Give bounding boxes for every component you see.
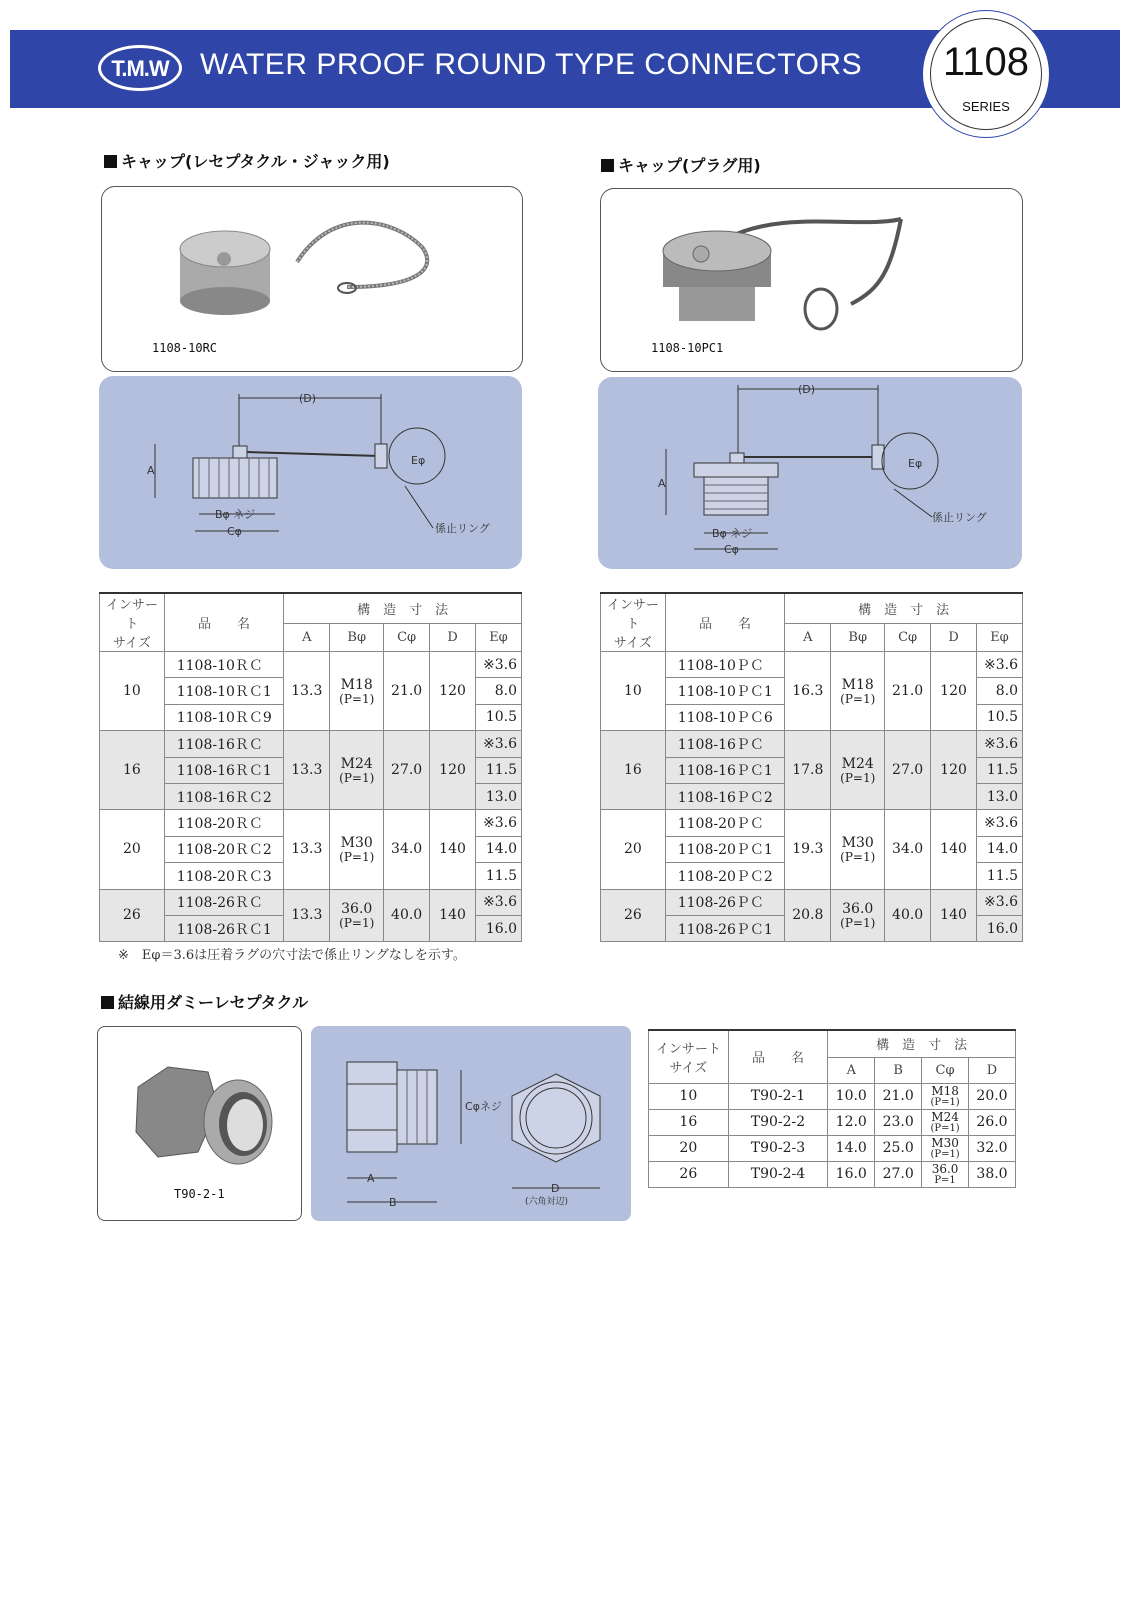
dim-d-cell: 140 (931, 889, 977, 942)
dim-d-cell: 38.0 (969, 1161, 1016, 1187)
section-heading-dummy-receptacle (101, 990, 308, 1013)
ring-label: 係止リング (435, 522, 490, 535)
part-name-cell: 1108-20ＲＣ3 (164, 863, 284, 889)
dim-c-cell: 21.0 (885, 652, 931, 731)
part-name-cell: 1108-10ＰＣ6 (665, 704, 785, 730)
table-row (649, 1109, 1016, 1135)
part-name-cell: 1108-10ＰＣ1 (665, 678, 785, 704)
dim-d-label: (D) (798, 383, 816, 396)
dim-b-cell: 23.0 (875, 1109, 922, 1135)
heading-text: キャップ(レセプタクル・ジャック用) (121, 152, 390, 171)
dim-b-cell (330, 731, 384, 810)
part-name-cell: 1108-16ＲＣ1 (164, 757, 284, 783)
dim-d-cell: 26.0 (969, 1109, 1016, 1135)
dummy-receptacle-spec-table (648, 1029, 1016, 1188)
header-insert-line2: サイズ (669, 1060, 708, 1076)
thread-size: M30 (841, 834, 874, 851)
square-bullet-icon (104, 155, 117, 168)
thread-pitch: (P=1) (930, 1096, 960, 1108)
dim-e-cell: 11.5 (976, 863, 1022, 889)
thread-size: M30 (340, 834, 373, 851)
section-heading-plug-cap (601, 153, 761, 176)
thread-pitch: (P=1) (840, 691, 876, 706)
diagram-plug-cap (598, 377, 1022, 569)
dim-b-cell (831, 731, 885, 810)
dim-e-cell: ※3.6 (976, 652, 1022, 678)
col-part-name: 品 名 (728, 1030, 828, 1083)
thread-size: M18 (340, 676, 373, 693)
insert-size-cell: 20 (649, 1135, 729, 1161)
col-part-name: 品 名 (665, 593, 785, 652)
dim-c-cell: 27.0 (885, 731, 931, 810)
part-name-cell: 1108-16ＰＣ (665, 731, 785, 757)
dim-c-cell (922, 1135, 969, 1161)
part-name-cell: 1108-20ＰＣ2 (665, 863, 785, 889)
part-name-cell: T90-2-3 (728, 1135, 828, 1161)
insert-size-cell: 26 (100, 889, 165, 942)
tmw-logo (98, 45, 182, 91)
thread-pitch: (P=1) (840, 849, 876, 864)
header-insert-line2: サイズ (613, 636, 652, 651)
insert-size-cell: 16 (649, 1109, 729, 1135)
thread-pitch: (P=1) (339, 770, 375, 785)
dim-a-cell: 14.0 (828, 1135, 875, 1161)
dim-b-cell: 21.0 (875, 1083, 922, 1109)
dim-c-cell: 34.0 (885, 810, 931, 889)
part-name-cell: 1108-26ＰＣ1 (665, 915, 785, 941)
dim-b-cell: 27.0 (875, 1161, 922, 1187)
thread-pitch: (P=1) (339, 915, 375, 930)
dim-c-cell (922, 1161, 969, 1187)
thread-size: M30 (931, 1135, 959, 1150)
col-dimensions: 構 造 寸 法 (785, 593, 1023, 623)
part-name-cell: 1108-20ＲＣ2 (164, 836, 284, 862)
col-d: D (969, 1057, 1016, 1083)
thread-pitch: P=1 (934, 1174, 956, 1186)
dim-a-cell: 13.3 (284, 810, 330, 889)
dim-a-cell: 13.3 (284, 652, 330, 731)
dim-b-cell: 25.0 (875, 1135, 922, 1161)
thread-size: 36.0 (931, 1161, 959, 1176)
thread-size: M24 (841, 755, 874, 772)
dim-c-cell: 34.0 (384, 810, 430, 889)
part-name-cell: 1108-10ＲＣ (164, 652, 284, 678)
dim-e-cell: 14.0 (976, 836, 1022, 862)
dim-b-cell (831, 810, 885, 889)
ring-label: 係止リング (932, 511, 987, 524)
table-row (649, 1135, 1016, 1161)
insert-size-cell: 16 (601, 731, 666, 810)
table-row (601, 731, 1023, 757)
dim-c-cell: 40.0 (885, 889, 931, 942)
dim-c-cell: 21.0 (384, 652, 430, 731)
part-name-cell: 1108-16ＲＣ2 (164, 783, 284, 809)
dim-e-cell: 11.5 (475, 863, 521, 889)
insert-size-cell: 16 (100, 731, 165, 810)
dim-e-cell: ※3.6 (475, 810, 521, 836)
dim-c-label: Cφ (724, 543, 739, 556)
dim-a-cell: 17.8 (785, 731, 831, 810)
col-a: A (828, 1057, 875, 1083)
insert-size-cell: 26 (601, 889, 666, 942)
logo-text: T.M.W (111, 56, 169, 81)
insert-size-cell: 10 (601, 652, 666, 731)
thread-pitch: (P=1) (339, 849, 375, 864)
part-name-cell: 1108-26ＰＣ (665, 889, 785, 915)
table-row (649, 1161, 1016, 1187)
dim-a-cell: 16.0 (828, 1161, 875, 1187)
dim-b-label: Bφ ネジ (215, 508, 256, 521)
header-insert-line1: インサート (606, 598, 659, 632)
thread-size: M18 (841, 676, 874, 693)
series-label: SERIES (962, 99, 1010, 114)
dim-a-cell: 12.0 (828, 1109, 875, 1135)
dim-e-label: Eφ (411, 454, 426, 467)
dim-b-cell (330, 810, 384, 889)
col-c: Cφ (922, 1057, 969, 1083)
dim-e-label: Eφ (908, 457, 923, 470)
dim-d-cell: 32.0 (969, 1135, 1016, 1161)
dim-c-cell: 40.0 (384, 889, 430, 942)
col-part-name: 品 名 (164, 593, 284, 652)
dim-a-cell: 13.3 (284, 731, 330, 810)
dim-a-label: A (147, 464, 155, 477)
dim-a-label: A (658, 477, 666, 490)
col-c: Cφ (885, 623, 931, 651)
footnote: ※ Eφ＝3.6は圧着ラグの穴寸法で係止リングなしを示す。 (118, 948, 466, 963)
part-name-cell: 1108-10ＰＣ (665, 652, 785, 678)
dim-e-cell: 16.0 (475, 915, 521, 941)
part-name-cell: T90-2-1 (728, 1083, 828, 1109)
dim-c-cell (922, 1109, 969, 1135)
thread-pitch: (P=1) (930, 1122, 960, 1134)
dim-e-cell: 14.0 (475, 836, 521, 862)
col-d: D (430, 623, 476, 651)
photo-label: T90-2-1 (174, 1187, 225, 1201)
dim-e-cell: ※3.6 (475, 652, 521, 678)
dim-c-cell (922, 1083, 969, 1109)
dim-a-cell: 10.0 (828, 1083, 875, 1109)
dim-b-cell (831, 652, 885, 731)
part-name-cell: T90-2-2 (728, 1109, 828, 1135)
dimension-drawing (598, 377, 1022, 569)
thread-size: 36.0 (341, 900, 373, 917)
dim-d-cell: 20.0 (969, 1083, 1016, 1109)
dim-d-label: (D) (299, 392, 317, 405)
col-insert-size (649, 1030, 729, 1083)
part-name-cell: 1108-16ＲＣ (164, 731, 284, 757)
dim-b-cell (330, 652, 384, 731)
diagram-dummy-receptacle (311, 1026, 631, 1221)
thread-pitch: (P=1) (339, 691, 375, 706)
col-a: A (785, 623, 831, 651)
insert-size-cell: 20 (100, 810, 165, 889)
part-name-cell: 1108-16ＰＣ2 (665, 783, 785, 809)
col-dimensions: 構 造 寸 法 (828, 1030, 1016, 1057)
dim-a-label: A (367, 1172, 375, 1185)
dim-a-cell: 20.8 (785, 889, 831, 942)
heading-text: 結線用ダミーレセプタクル (118, 993, 309, 1012)
dim-d-cell: 140 (430, 889, 476, 942)
photo-plug-cap (600, 188, 1023, 372)
dim-e-cell: 8.0 (475, 678, 521, 704)
page-title: WATER PROOF ROUND TYPE CONNECTORS (200, 48, 863, 81)
thread-pitch: (P=1) (840, 770, 876, 785)
dim-a-cell: 13.3 (284, 889, 330, 942)
part-name-cell: 1108-20ＲＣ (164, 810, 284, 836)
heading-text: キャップ(プラグ用) (618, 156, 761, 175)
thread-size: 36.0 (842, 900, 874, 917)
dim-d-cell: 140 (430, 810, 476, 889)
photo-label: 1108-10PC1 (651, 341, 724, 355)
table-row (601, 810, 1023, 836)
dim-e-cell: 10.5 (475, 704, 521, 730)
dim-e-cell: ※3.6 (475, 889, 521, 915)
header-insert-line1: インサート (655, 1041, 721, 1057)
col-d: D (931, 623, 977, 651)
dim-e-cell: 13.0 (475, 783, 521, 809)
dim-d-cell: 120 (430, 731, 476, 810)
part-name-cell: 1108-16ＰＣ1 (665, 757, 785, 783)
part-name-cell: 1108-10ＲＣ1 (164, 678, 284, 704)
dim-b-label: B (389, 1196, 397, 1209)
dim-d-cell: 120 (430, 652, 476, 731)
table-row (649, 1083, 1016, 1109)
col-b: B (875, 1057, 922, 1083)
section-heading-receptacle-cap (104, 149, 390, 172)
dimension-drawing (99, 376, 522, 569)
col-b: Bφ (330, 623, 384, 651)
dim-d-label: D (551, 1182, 560, 1195)
dim-e-cell: 11.5 (475, 757, 521, 783)
dim-e-cell: ※3.6 (976, 889, 1022, 915)
thread-size: M18 (931, 1083, 959, 1098)
dim-e-cell: 11.5 (976, 757, 1022, 783)
square-bullet-icon (101, 996, 114, 1009)
photo-receptacle-cap (101, 186, 523, 372)
col-a: A (284, 623, 330, 651)
dim-e-cell: ※3.6 (976, 731, 1022, 757)
dim-d-cell: 120 (931, 652, 977, 731)
dim-e-cell: 13.0 (976, 783, 1022, 809)
table-row (601, 652, 1023, 678)
dim-a-cell: 16.3 (785, 652, 831, 731)
col-e: Eφ (475, 623, 521, 651)
table-row (100, 810, 522, 836)
header-insert-line1: インサート (105, 598, 158, 632)
dimension-drawing (311, 1026, 631, 1221)
dim-e-cell: 8.0 (976, 678, 1022, 704)
dim-e-cell: 10.5 (976, 704, 1022, 730)
insert-size-cell: 20 (601, 810, 666, 889)
dim-b-cell (831, 889, 885, 942)
thread-pitch: (P=1) (840, 915, 876, 930)
col-insert-size (100, 593, 165, 652)
dim-e-cell: 16.0 (976, 915, 1022, 941)
dim-c-cell: 27.0 (384, 731, 430, 810)
series-number: 1108 (942, 40, 1029, 84)
part-name-cell: 1108-26ＲＣ1 (164, 915, 284, 941)
table-row (100, 731, 522, 757)
table-row (100, 889, 522, 915)
dim-b-label: Bφ ネジ (712, 527, 753, 540)
insert-size-cell: 26 (649, 1161, 729, 1187)
col-e: Eφ (976, 623, 1022, 651)
dim-c-label: Cφネジ (465, 1100, 502, 1113)
table-row (601, 889, 1023, 915)
part-name-cell: 1108-26ＲＣ (164, 889, 284, 915)
part-name-cell: 1108-10ＲＣ9 (164, 704, 284, 730)
dim-d-note: (六角対辺) (525, 1197, 569, 1207)
photo-label: 1108-10RC (152, 341, 218, 355)
thread-pitch: (P=1) (930, 1148, 960, 1160)
header-insert-line2: サイズ (112, 636, 151, 651)
dim-d-cell: 140 (931, 810, 977, 889)
dim-d-cell: 120 (931, 731, 977, 810)
dim-b-cell (330, 889, 384, 942)
part-name-cell: 1108-20ＰＣ (665, 810, 785, 836)
col-insert-size (601, 593, 666, 652)
thread-size: M24 (931, 1109, 959, 1124)
diagram-receptacle-cap (99, 376, 522, 569)
dim-c-label: Cφ (227, 525, 242, 538)
table-row (100, 652, 522, 678)
col-dimensions: 構 造 寸 法 (284, 593, 522, 623)
insert-size-cell: 10 (649, 1083, 729, 1109)
dim-a-cell: 19.3 (785, 810, 831, 889)
part-name-cell: T90-2-4 (728, 1161, 828, 1187)
col-b: Bφ (831, 623, 885, 651)
thread-size: M24 (340, 755, 373, 772)
part-name-cell: 1108-20ＰＣ1 (665, 836, 785, 862)
col-c: Cφ (384, 623, 430, 651)
receptacle-cap-spec-table (99, 592, 522, 942)
dim-e-cell: ※3.6 (976, 810, 1022, 836)
dim-e-cell: ※3.6 (475, 731, 521, 757)
square-bullet-icon (601, 159, 614, 172)
photo-dummy-receptacle (97, 1026, 302, 1221)
insert-size-cell: 10 (100, 652, 165, 731)
plug-cap-spec-table (600, 592, 1023, 942)
